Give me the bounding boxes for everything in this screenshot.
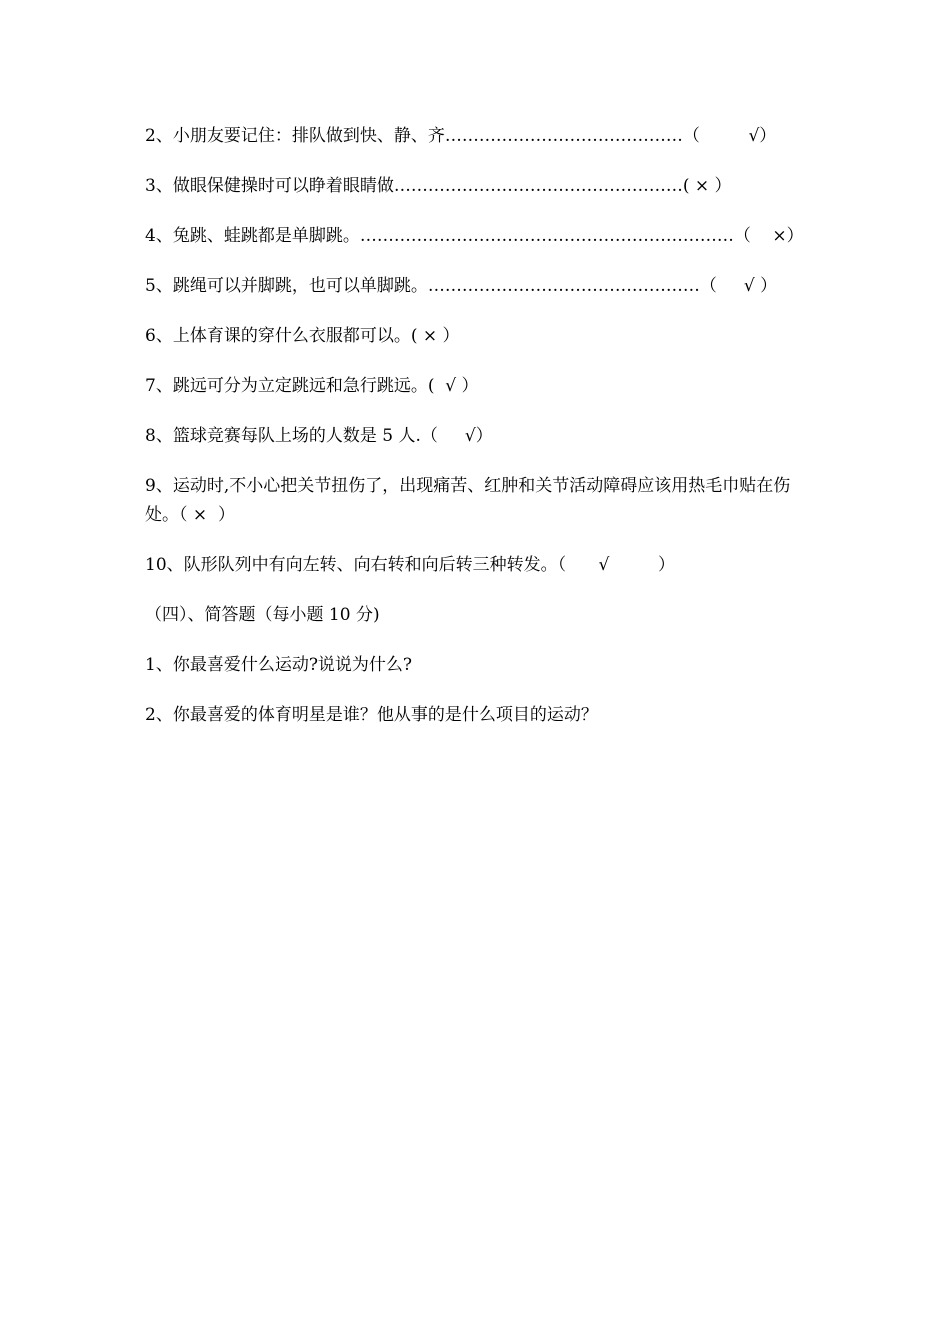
question-item: 7、跳远可分为立定跳远和急行跳远。( √ ） [145, 376, 479, 396]
question-item: 9、运动时,不小心把关节扭伤了，出现痛苦、红肿和关节活动障碍应该用热毛巾贴在伤处。（ × ） [145, 476, 791, 525]
question-item: 4、兔跳、蛙跳都是单脚跳。…………………………………………………………（ ×） [145, 226, 804, 246]
section-title: （四）、简答题（每小题 10 分) [145, 605, 380, 625]
short-answer-item: 1、你最喜爱什么运动?说说为什么? [145, 655, 413, 675]
question-item: 2、小朋友要记住：排队做到快、静、齐……………………………………（ √） [145, 126, 777, 146]
question-item: 10、队形队列中有向左转、向右转和向后转三种转发。（ √ ） [145, 555, 676, 575]
short-answer-item: 2、你最喜爱的体育明星是谁？他从事的是什么项目的运动？ [145, 705, 598, 725]
question-item: 5、跳绳可以并脚跳，也可以单脚跳。…………………………………………（ √ ） [145, 276, 778, 296]
question-item: 8、篮球竞赛每队上场的人数是 5 人.（ √） [145, 426, 493, 446]
question-item: 6、上体育课的穿什么衣服都可以。( × ） [145, 326, 460, 346]
question-item: 3、做眼保健操时可以睁着眼睛做……………………………………………( × ） [145, 176, 732, 196]
document-content [145, 122, 810, 751]
